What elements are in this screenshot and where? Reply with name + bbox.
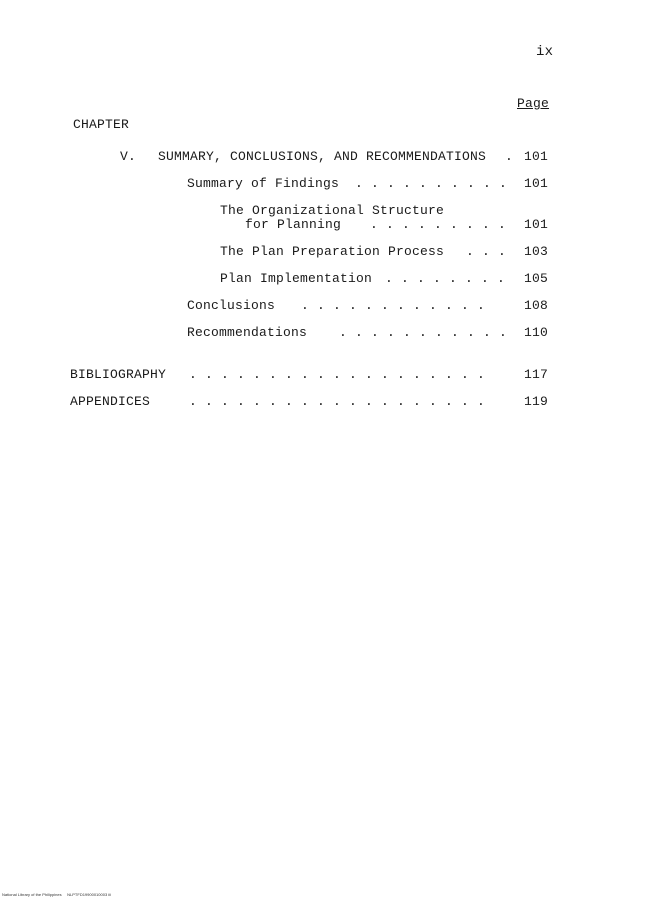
chapter-leader: . [505, 149, 514, 164]
page-column-label: Page [517, 96, 550, 111]
toc-entry-bibliography-title: BIBLIOGRAPHY [70, 367, 167, 382]
chapter-page: 101 [524, 149, 549, 164]
toc-entry-summary-title: Summary of Findings [187, 176, 340, 191]
toc-entry-conclusions-page: 108 [524, 298, 549, 313]
toc-entry-org-page: 101 [524, 217, 549, 232]
toc-entry-plan-impl-title: Plan Implementation [220, 271, 373, 286]
toc-entry-recommendations-leader: . . . . . . . . . . . [339, 325, 508, 340]
chapter-column-label: CHAPTER [73, 117, 130, 132]
toc-entry-org-title-line2: for Planning [245, 217, 342, 232]
toc-entry-plan-prep-title: The Plan Preparation Process [220, 244, 445, 259]
toc-entry-summary-page: 101 [524, 176, 549, 191]
toc-entry-bibliography-leader: . . . . . . . . . . . . . . . . . . . [189, 367, 486, 382]
toc-entry-recommendations-title: Recommendations [187, 325, 308, 340]
toc-entry-org-leader: . . . . . . . . . [370, 217, 507, 232]
page-number: ix [536, 44, 554, 60]
toc-entry-appendices-title: APPENDICES [70, 394, 151, 409]
scan-footer-text: National Library of the Philippines NLPTFD19900010003 iii [2, 892, 111, 897]
toc-entry-bibliography-page: 117 [524, 367, 549, 382]
toc-entry-conclusions-title: Conclusions [187, 298, 276, 313]
toc-entry-plan-impl-page: 105 [524, 271, 549, 286]
toc-entry-recommendations-page: 110 [524, 325, 549, 340]
toc-entry-org-title-line1: The Organizational Structure [220, 203, 445, 218]
toc-entry-summary-leader: . . . . . . . . . . [355, 176, 508, 191]
toc-entry-plan-impl-leader: . . . . . . . . [385, 271, 506, 286]
toc-entry-plan-prep-page: 103 [524, 244, 549, 259]
toc-entry-appendices-page: 119 [524, 394, 549, 409]
toc-entry-plan-prep-leader: . . . [466, 244, 507, 259]
toc-entry-appendices-leader: . . . . . . . . . . . . . . . . . . . [189, 394, 486, 409]
toc-entry-conclusions-leader: . . . . . . . . . . . . [301, 298, 486, 313]
chapter-numeral: V. [120, 149, 137, 164]
chapter-title: SUMMARY, CONCLUSIONS, AND RECOMMENDATIONS [158, 149, 487, 164]
